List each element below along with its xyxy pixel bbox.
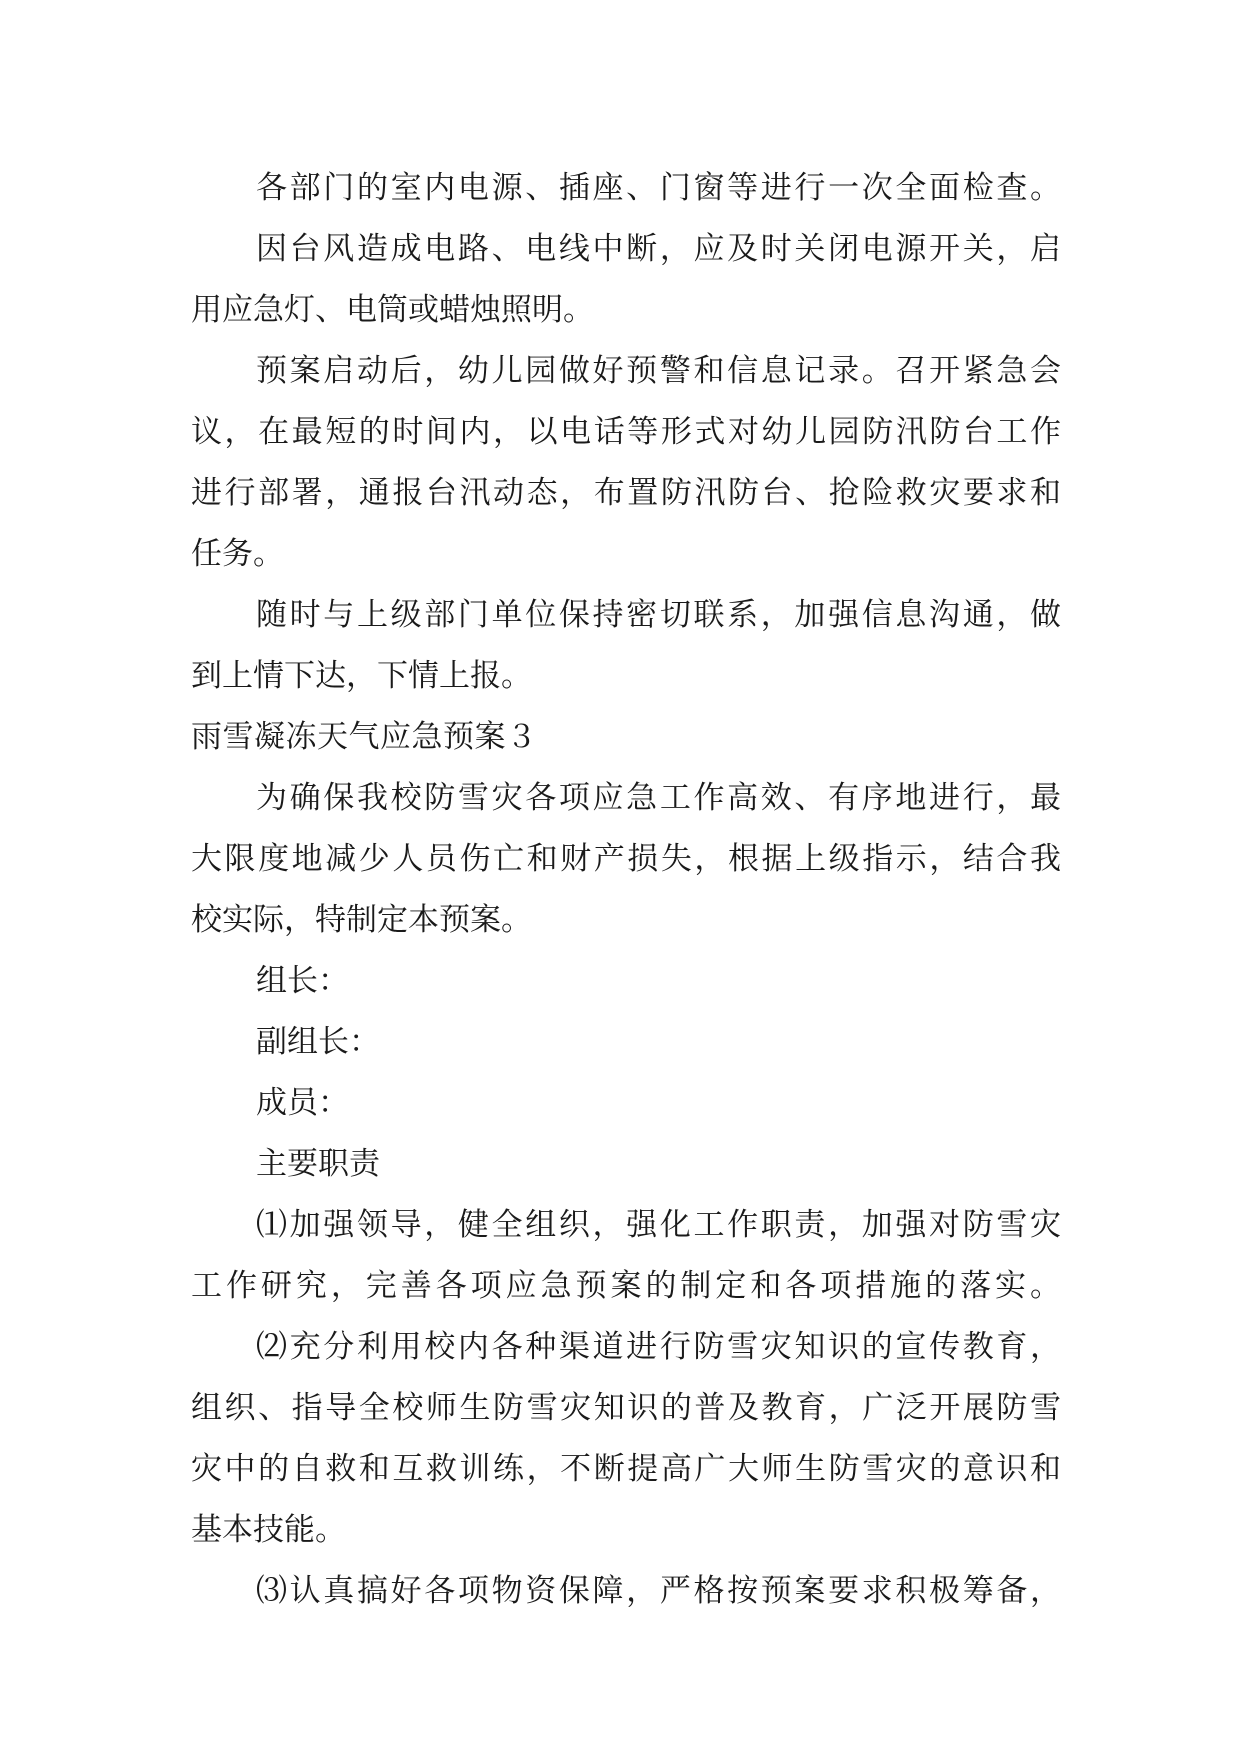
text-line: 大限度地减少人员伤亡和财产损失，根据上级指示，结合我 [191, 841, 1061, 877]
text-line: 成员： [256, 1085, 349, 1121]
document-body [191, 158, 1061, 1622]
text-line: 为确保我校防雪灾各项应急工作高效、有序地进行，最 [256, 780, 1061, 816]
text-line: 主要职责 [256, 1146, 380, 1182]
text-line: 副组长： [256, 1024, 380, 1060]
text-line: 基本技能。 [191, 1512, 346, 1548]
text-line: 预案启动后，幼儿园做好预警和信息记录。召开紧急会 [256, 353, 1061, 389]
text-line: 各部门的室内电源、插座、门窗等进行一次全面检查。 [256, 170, 1061, 206]
text-line: 因台风造成电路、电线中断，应及时关闭电源开关，启 [256, 231, 1061, 267]
text-line: 工作研究，完善各项应急预案的制定和各项措施的落实。 [191, 1268, 1061, 1304]
text-line: ⑵充分利用校内各种渠道进行防雪灾知识的宣传教育， [256, 1329, 1061, 1365]
text-line: ⑴加强领导，健全组织，强化工作职责，加强对防雪灾 [256, 1207, 1061, 1243]
text-line: 进行部署，通报台汛动态，布置防汛防台、抢险救灾要求和 [191, 475, 1061, 511]
text-line: 议，在最短的时间内，以电话等形式对幼儿园防汛防台工作 [191, 414, 1061, 450]
text-line: ⑶认真搞好各项物资保障，严格按预案要求积极筹备， [256, 1573, 1061, 1609]
text-line: 校实际，特制定本预案。 [191, 902, 532, 938]
text-line: 组织、指导全校师生防雪灾知识的普及教育，广泛开展防雪 [191, 1390, 1061, 1426]
section-heading: 雨雪凝冻天气应急预案３ [191, 719, 538, 755]
text-line: 用应急灯、电筒或蜡烛照明。 [191, 292, 594, 328]
text-line: 到上情下达，下情上报。 [191, 658, 532, 694]
text-line: 组长： [256, 963, 349, 999]
text-line: 随时与上级部门单位保持密切联系，加强信息沟通，做 [256, 597, 1061, 633]
text-line: 任务。 [191, 536, 284, 572]
text-line: 灾中的自救和互救训练，不断提高广大师生防雪灾的意识和 [191, 1451, 1061, 1487]
